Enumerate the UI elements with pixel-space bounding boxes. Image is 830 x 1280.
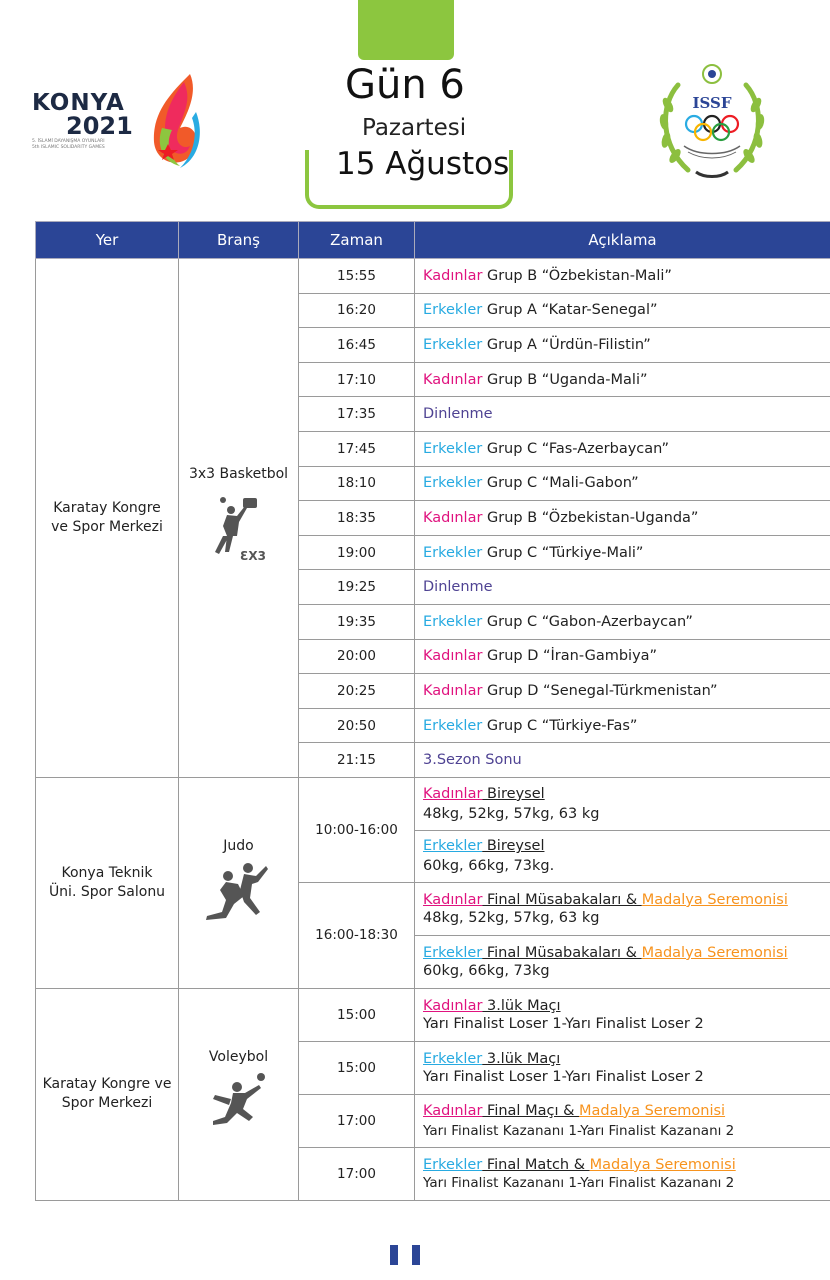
match-description [415, 535, 830, 570]
category-tag: Erkekler [423, 613, 483, 630]
col-header-time: Zaman [299, 222, 415, 259]
judo-s1-women: Kadınlar Bireysel 48kg, 52kg, 57kg, 63 kg [415, 777, 830, 830]
match-time: 16:20 [299, 293, 415, 328]
category-tag: Kadınlar [423, 371, 483, 388]
match-description [415, 743, 830, 778]
judo-s1-men: Erkekler Bireysel 60kg, 66kg, 73kg. [415, 830, 830, 882]
match-time: 16:45 [299, 328, 415, 363]
match-detail: Grup C “Türkiye-Fas” [482, 717, 638, 734]
volleyball-r3-time: 17:00 [299, 1094, 415, 1147]
match-detail: Grup C “Türkiye-Mali” [482, 544, 644, 561]
judo-session1-time: 10:00-16:00 [299, 777, 415, 882]
match-description [415, 639, 830, 674]
match-time: 20:25 [299, 674, 415, 709]
day-title: Gün 6 [345, 62, 465, 108]
judo-pictogram-icon [204, 860, 274, 924]
judo-branch: Judo [179, 777, 299, 988]
match-description [415, 604, 830, 639]
table-row [36, 259, 830, 294]
svg-text:ISSF: ISSF [692, 94, 732, 112]
match-time: 19:25 [299, 570, 415, 605]
match-time: 17:35 [299, 397, 415, 432]
category-tag: 3.Sezon Sonu [423, 752, 522, 769]
judo-session2-time: 16:00-18:30 [299, 882, 415, 988]
match-description [415, 397, 830, 432]
match-description [415, 328, 830, 363]
match-time: 21:15 [299, 743, 415, 778]
category-tag: Erkekler [423, 717, 483, 734]
match-detail: Grup D “Senegal-Türkmenistan” [482, 682, 718, 699]
match-description [415, 570, 830, 605]
basketball-3x3-pictogram-icon [209, 496, 269, 566]
volleyball-r1-time: 15:00 [299, 988, 415, 1041]
issf-emblem-icon [648, 60, 776, 188]
match-detail: Grup C “Mali-Gabon” [482, 475, 639, 492]
match-detail: Grup C “Fas-Azerbaycan” [482, 440, 670, 457]
judo-place: Konya Teknik Üni. Spor Salonu [36, 777, 179, 988]
volleyball-r1: Kadınlar 3.lük Maçı Yarı Finalist Loser 1-Yarı Finalist Loser 2 [415, 988, 830, 1041]
basketball-place: Karatay Kongre ve Spor Merkezi [36, 259, 179, 778]
volleyball-r4: Erkekler Final Match & Madalya Seremonisi Yarı Finalist Kazananı 1-Yarı Finalist Kazananı 2 [415, 1147, 830, 1200]
category-tag: Erkekler [423, 544, 483, 561]
weekday: Pazartesi [362, 115, 467, 141]
footer-bar-right [412, 1245, 420, 1265]
category-tag: Kadınlar [423, 648, 483, 665]
volleyball-r4-time: 17:00 [299, 1147, 415, 1200]
match-description [415, 259, 830, 294]
match-detail: Grup B “Uganda-Mali” [482, 371, 648, 388]
volleyball-section [36, 988, 830, 1200]
match-detail: Grup C “Gabon-Azerbaycan” [482, 613, 693, 630]
match-detail: Grup B “Özbekistan-Uganda” [482, 509, 699, 526]
match-detail: Grup A “Katar-Senegal” [482, 302, 658, 319]
category-tag: Erkekler [423, 336, 483, 353]
match-time: 20:50 [299, 708, 415, 743]
volleyball-r2: Erkekler 3.lük Maçı Yarı Finalist Loser 1-Yarı Finalist Loser 2 [415, 1041, 830, 1094]
footer-bar-left [390, 1245, 398, 1265]
match-description [415, 362, 830, 397]
match-description [415, 708, 830, 743]
match-detail: Grup A “Ürdün-Filistin” [482, 336, 651, 353]
match-time: 18:10 [299, 466, 415, 501]
match-time: 17:45 [299, 431, 415, 466]
konya-2021-logo: KONYA 2021 5. İSLAMİ DAYANIŞMA OYUNLARI 5th ISLAMIC SOLIDARITY GAMES [32, 72, 202, 172]
match-time: 18:35 [299, 501, 415, 536]
col-header-description: Açıklama [415, 222, 830, 259]
match-description [415, 293, 830, 328]
match-detail: Grup D “İran-Gambiya” [482, 648, 658, 665]
match-description [415, 501, 830, 536]
category-tag: Kadınlar [423, 682, 483, 699]
schedule-table [35, 221, 830, 1201]
match-description [415, 674, 830, 709]
konya-flame-icon [132, 72, 202, 172]
category-tag: Kadınlar [423, 267, 483, 284]
match-description [415, 431, 830, 466]
header-green-tab [358, 0, 454, 60]
match-description [415, 466, 830, 501]
table-row [36, 988, 830, 1041]
col-header-place: Yer [36, 222, 179, 259]
category-tag: Erkekler [423, 475, 483, 492]
match-time: 19:00 [299, 535, 415, 570]
col-header-branch: Branş [179, 222, 299, 259]
table-header-row [36, 222, 830, 259]
volleyball-r3: Kadınlar Final Maçı & Madalya Seremonisi Yarı Finalist Kazananı 1-Yarı Finalist Kazananı 2 [415, 1094, 830, 1147]
svg-text:ƐX3: ƐX3 [239, 548, 266, 563]
table-row [36, 777, 830, 830]
volleyball-branch: Voleybol [179, 988, 299, 1200]
match-time: 19:35 [299, 604, 415, 639]
match-time: 20:00 [299, 639, 415, 674]
match-time: 15:55 [299, 259, 415, 294]
judo-section [36, 777, 830, 988]
category-tag: Erkekler [423, 302, 483, 319]
judo-s2-women: Kadınlar Final Müsabakaları & Madalya Seremonisi 48kg, 52kg, 57kg, 63 kg [415, 882, 830, 935]
volleyball-place: Karatay Kongre ve Spor Merkezi [36, 988, 179, 1200]
category-tag: Kadınlar [423, 509, 483, 526]
date: 15 Ağustos [336, 146, 510, 182]
volleyball-r2-time: 15:00 [299, 1041, 415, 1094]
judo-s2-men: Erkekler Final Müsabakaları & Madalya Seremonisi 60kg, 66kg, 73kg [415, 935, 830, 988]
issf-logo [648, 60, 776, 188]
category-tag: Dinlenme [423, 579, 493, 596]
basketball-section [36, 259, 830, 778]
match-detail: Grup B “Özbekistan-Mali” [482, 267, 672, 284]
category-tag: Erkekler [423, 440, 483, 457]
basketball-branch: 3x3 Basketbol ƐX3 [179, 259, 299, 778]
match-time: 17:10 [299, 362, 415, 397]
category-tag: Dinlenme [423, 406, 493, 423]
volleyball-pictogram-icon [207, 1071, 271, 1135]
